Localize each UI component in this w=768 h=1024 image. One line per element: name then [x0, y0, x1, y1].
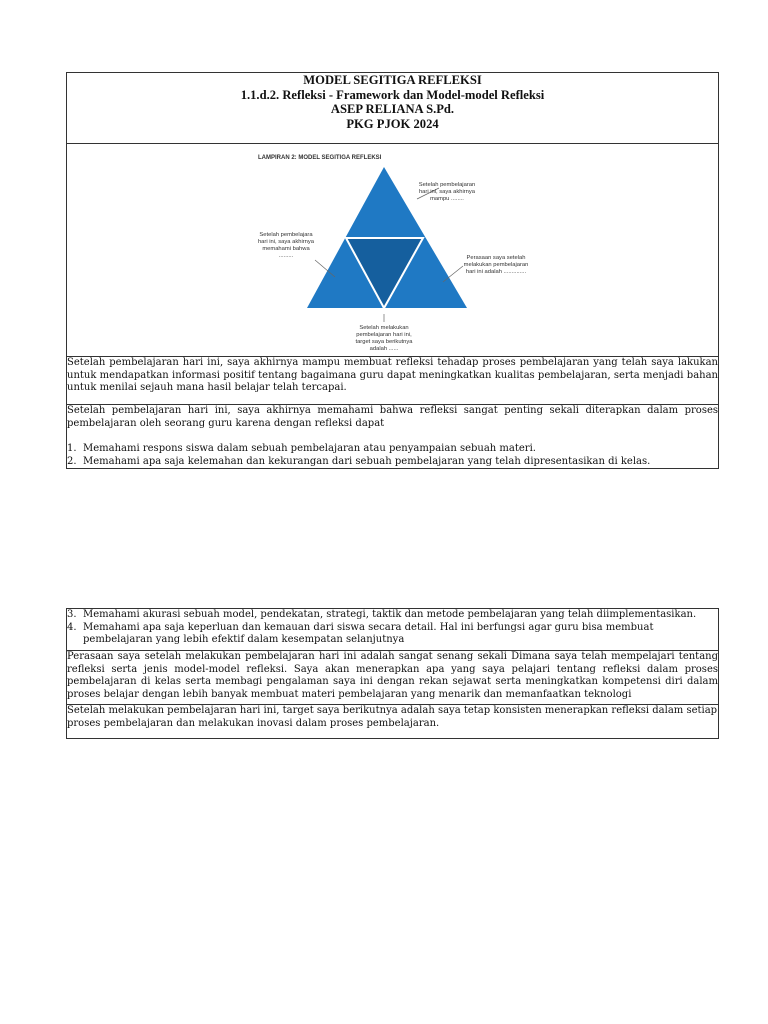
- title-block: [67, 73, 719, 144]
- doc-subtitle: 1.1.d.2. Refleksi - Framework dan Model-model Refleksi: [240, 87, 545, 102]
- perasaan-reflection-cell: [67, 651, 719, 705]
- mampu-reflection-cell: [67, 357, 719, 405]
- mampu-paragraph: Setelah pembelajaran hari ini, saya akhirnya mampu membuat refleksi tehadap proses pembelajaran yang telah saya lakukan untuk mendapatkan informasi positif tentang bagaimana guru dapat meningkatkan kualitas pembelajaran, serta menjadi bahan untuk menilai sejauh mana hasil belajar telah tercapai.: [67, 357, 718, 394]
- reflection-triangle-diagram: [67, 144, 718, 356]
- memahami-reflection-cell: [67, 405, 719, 469]
- triangle-diagram-cell: [67, 144, 719, 357]
- memahami-list-part-2: [67, 609, 718, 647]
- svg-text:melakukan pembelajaran: melakukan pembelajaran: [463, 262, 529, 268]
- svg-text:.........: .........: [278, 253, 294, 259]
- svg-text:Setelah melakukan: Setelah melakukan: [359, 325, 409, 331]
- target-line-2: proses pembelajaran dan melakukan inovasi dalam proses pembelajaran.: [67, 717, 440, 729]
- svg-text:pembelajaran hari ini,: pembelajaran hari ini,: [356, 332, 412, 338]
- target-reflection-cell: [67, 705, 719, 739]
- svg-text:adalah ......: adalah ......: [369, 346, 399, 352]
- bottom-label: [355, 325, 413, 352]
- svg-text:hari ini, saya akhirnya: hari ini, saya akhirnya: [418, 189, 476, 195]
- svg-text:hari ini, saya akhirnya: hari ini, saya akhirnya: [257, 239, 315, 245]
- top-label: [419, 182, 476, 202]
- svg-text:Perasaan saya setelah: Perasaan saya setelah: [466, 255, 526, 261]
- doc-title: MODEL SEGITIGA REFLEKSI: [303, 73, 482, 87]
- program-name: PKG PJOK 2024: [346, 116, 439, 131]
- left-label: [258, 232, 315, 259]
- reflection-table-page-1: [66, 72, 719, 469]
- reflection-table-page-2: [66, 608, 719, 739]
- list-item: 2. Memahami apa saja kelemahan dan kekurangan dari sebuah pembelajaran yang telah dipresentasikan di kelas.: [67, 455, 651, 467]
- diagram-title: LAMPIRAN 2: MODEL SEGITIGA REFLEKSI: [258, 155, 382, 161]
- svg-text:Setelah pembelajaran: Setelah pembelajaran: [418, 182, 476, 188]
- memahami-continued-cell: [67, 609, 719, 651]
- perasaan-paragraph: Perasaan saya setelah melakukan pembelajaran hari ini adalah sangat senang sekali Dimana saya telah mempelajari tentang refleksi serta jenis model-model refleksi. Saya akan menerapkan apa yang saya pelajari tentang refleksi dalam proses pembelajaran di kelas serta membagi pengalaman saya ini dengan rekan sejawat serta meningkatkan kompetensi diri dalam proses belajar dengan lebih banyak membuat materi pembelajaran yang menarik dan memanfaatkan teknologi: [67, 651, 718, 700]
- memahami-intro: Setelah pembelajaran hari ini, saya akhirnya memahami bahwa refleksi sangat penting sekali diterapkan dalam proses pembelajaran oleh seorang guru karena dengan refleksi dapat: [67, 405, 718, 429]
- svg-text:mampu ........: mampu ........: [430, 196, 464, 202]
- memahami-list-part-1: [67, 443, 718, 468]
- target-line-1: Setelah melakukan pembelajaran hari ini, target saya berikutnya adalah saya tetap konsisten menerapkan refleksi dalam setiap: [67, 705, 718, 716]
- svg-text:memahami bahwa: memahami bahwa: [262, 246, 310, 252]
- list-item: 1. Memahami respons siswa dalam sebuah pembelajaran atau penyampaian sebuah materi.: [67, 443, 536, 455]
- svg-text:target saya berikutnya: target saya berikutnya: [355, 339, 413, 345]
- list-item: 3. Memahami akurasi sebuah model, pendekatan, strategi, taktik dan metode pembelajaran yang telah diimplementasikan.: [67, 609, 697, 620]
- svg-text:hari ini adalah ..............: hari ini adalah ..............: [465, 269, 527, 275]
- author-name: ASEP RELIANA S.Pd.: [330, 102, 455, 117]
- list-item: 4. Memahami apa saja keperluan dan kemauan dari siswa secara detail. Hal ini berfungsi agar guru bisa membuat pembelajaran yang lebih efektif dalam kesempatan selanjutnya: [67, 621, 654, 646]
- right-label: [464, 255, 529, 275]
- svg-text:Setelah pembelajara: Setelah pembelajara: [259, 232, 313, 238]
